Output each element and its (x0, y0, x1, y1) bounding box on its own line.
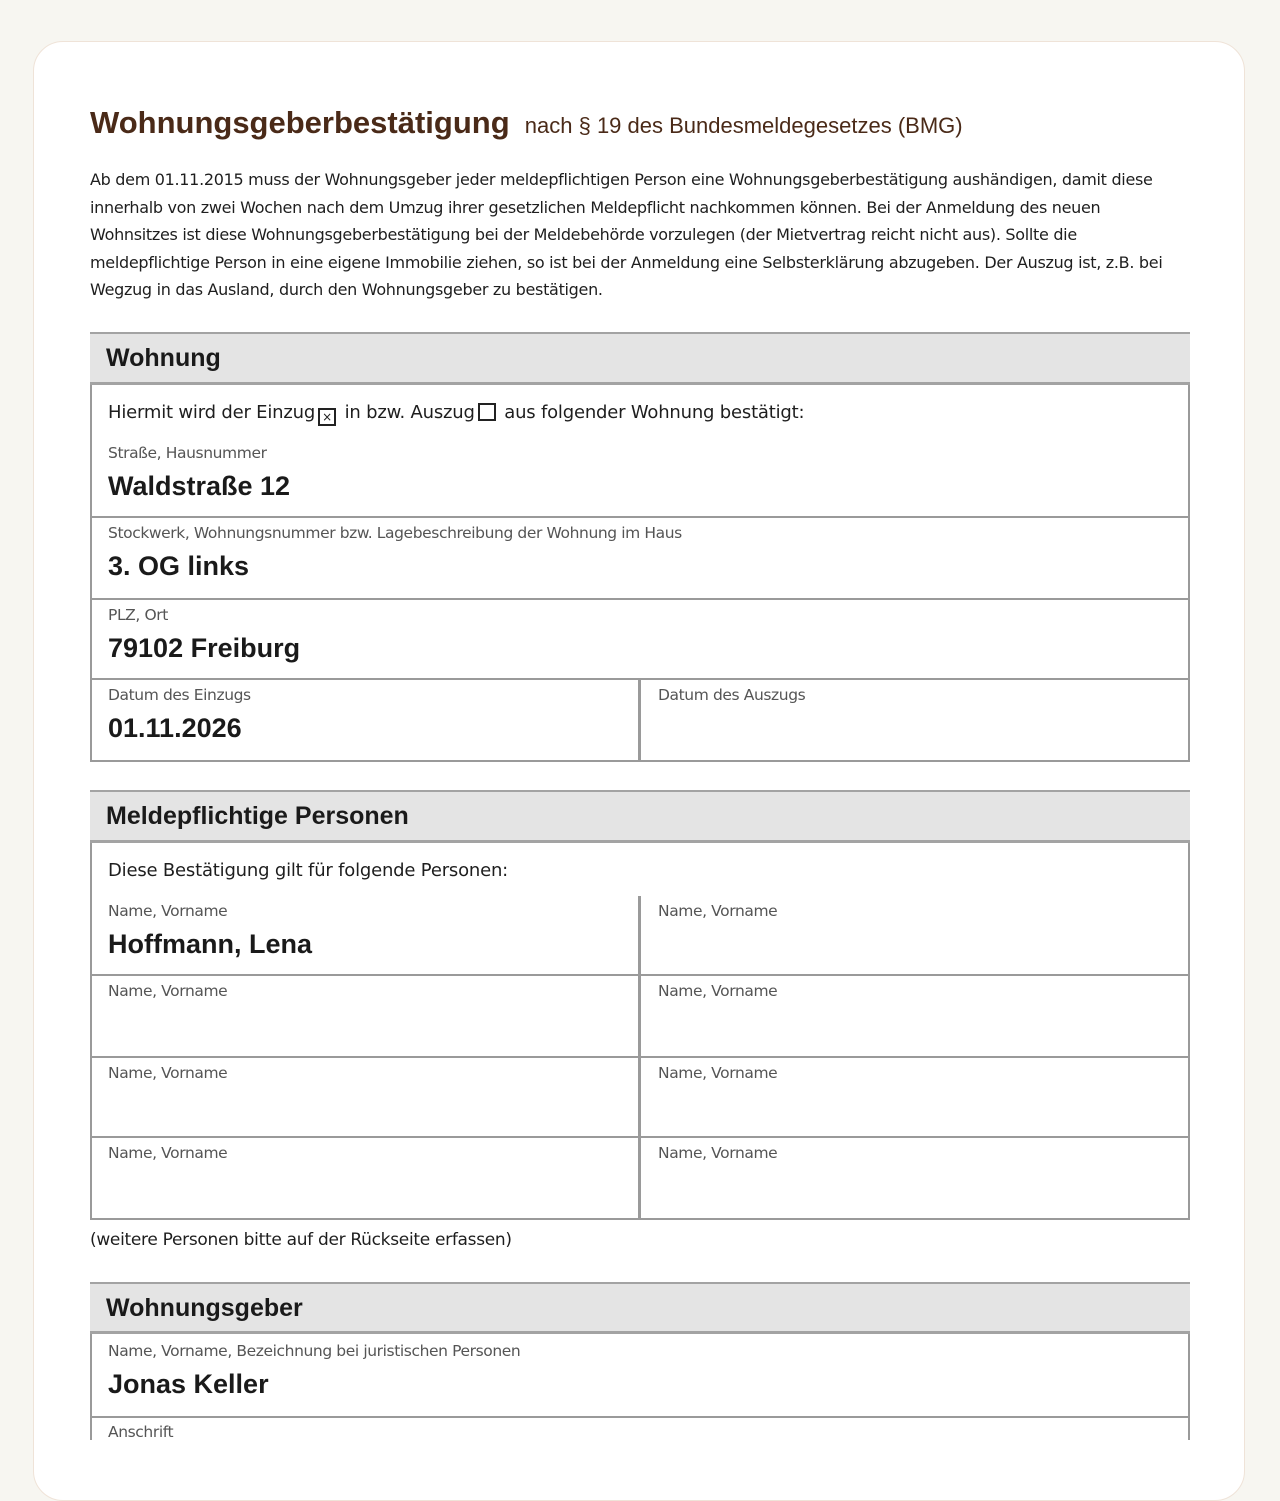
strasse-field[interactable]: Waldstraße 12 (108, 471, 291, 501)
anschrift-label: Anschrift (108, 1423, 174, 1441)
person-name-label: Name, Vorname (658, 1064, 778, 1082)
stockwerk-field[interactable]: 3. OG links (108, 551, 250, 581)
wohnungsgeber-name-label: Name, Vorname, Bezeichnung bei juristischen Personen (108, 1342, 521, 1360)
personen-intro: Diese Bestätigung gilt für folgende Personen: (108, 860, 509, 881)
section-heading-wohnung: Wohnung (90, 332, 1190, 385)
divider (90, 1056, 1190, 1058)
column-divider (638, 678, 641, 761)
person-name-label: Name, Vorname (108, 902, 228, 920)
personen-note: (weitere Personen bitte auf der Rückseite erfassen) (90, 1230, 512, 1250)
person-name-field[interactable]: Hoffmann, Lena (108, 929, 313, 959)
person-name-label: Name, Vorname (108, 982, 228, 1000)
person-name-label: Name, Vorname (108, 1064, 228, 1082)
intro-text: Ab dem 01.11.2015 muss der Wohnungsgeber jeder meldepflichtigen Person eine Wohnungsgeberbestätigung aushändigen, damit diese innerhalb von zwei Wochen nach dem Umzug ihrer gesetzlichen Meldepflicht nachkommen können. Bei der Anmeldung des neuen Wohnsitzes ist diese Wohnungsgeberbestätigung bei der Meldebehörde vorzulegen (der Mietvertrag reicht nicht aus). Sollte die meldepflichtige Person in eine eigene Immobilie ziehen, so ist bei der Anmeldung eine Selbsterklärung abzugeben. Der Auszug ist, z.B. bei Wegzug in das Ausland, durch den Wohnungsgeber zu bestätigen. (90, 170, 1163, 299)
column-divider (638, 896, 641, 1220)
divider (90, 1136, 1190, 1138)
title-subtitle: nach § 19 des Bundesmeldegesetzes (BMG) (524, 113, 963, 138)
strasse-label: Straße, Hausnummer (108, 444, 267, 462)
sentence-part-3: aus folgender Wohnung bestätigt: (504, 402, 805, 423)
person-name-label: Name, Vorname (658, 982, 778, 1000)
einzug-checkbox[interactable]: × (318, 408, 336, 426)
plz-ort-field[interactable]: 79102 Freiburg (108, 633, 301, 663)
section-heading-wohnungsgeber: Wohnungsgeber (90, 1282, 1190, 1334)
section-heading-personen: Meldepflichtige Personen (90, 790, 1190, 843)
person-name-label: Name, Vorname (108, 1144, 228, 1162)
page-title (90, 104, 963, 144)
wohnungsgeber-name-field[interactable]: Jonas Keller (108, 1369, 269, 1399)
einzug-auszug-sentence (108, 402, 804, 426)
divider (90, 974, 1190, 976)
einzug-datum-label: Datum des Einzugs (108, 686, 251, 704)
auszug-datum-label: Datum des Auszugs (658, 686, 806, 704)
divider (90, 598, 1190, 600)
auszug-checkbox[interactable] (478, 403, 496, 421)
stockwerk-label: Stockwerk, Wohnungsnummer bzw. Lagebeschreibung der Wohnung im Haus (108, 524, 682, 542)
person-name-label: Name, Vorname (658, 902, 778, 920)
title-main: Wohnungsgeberbestätigung (90, 105, 510, 140)
sentence-part-1: Hiermit wird der Einzug (108, 402, 316, 423)
plz-ort-label: PLZ, Ort (108, 606, 168, 624)
divider (90, 516, 1190, 518)
person-name-label: Name, Vorname (658, 1144, 778, 1162)
einzug-datum-field[interactable]: 01.11.2026 (108, 713, 242, 743)
sentence-part-2: in bzw. Auszug (344, 402, 475, 423)
divider (90, 1416, 1190, 1418)
